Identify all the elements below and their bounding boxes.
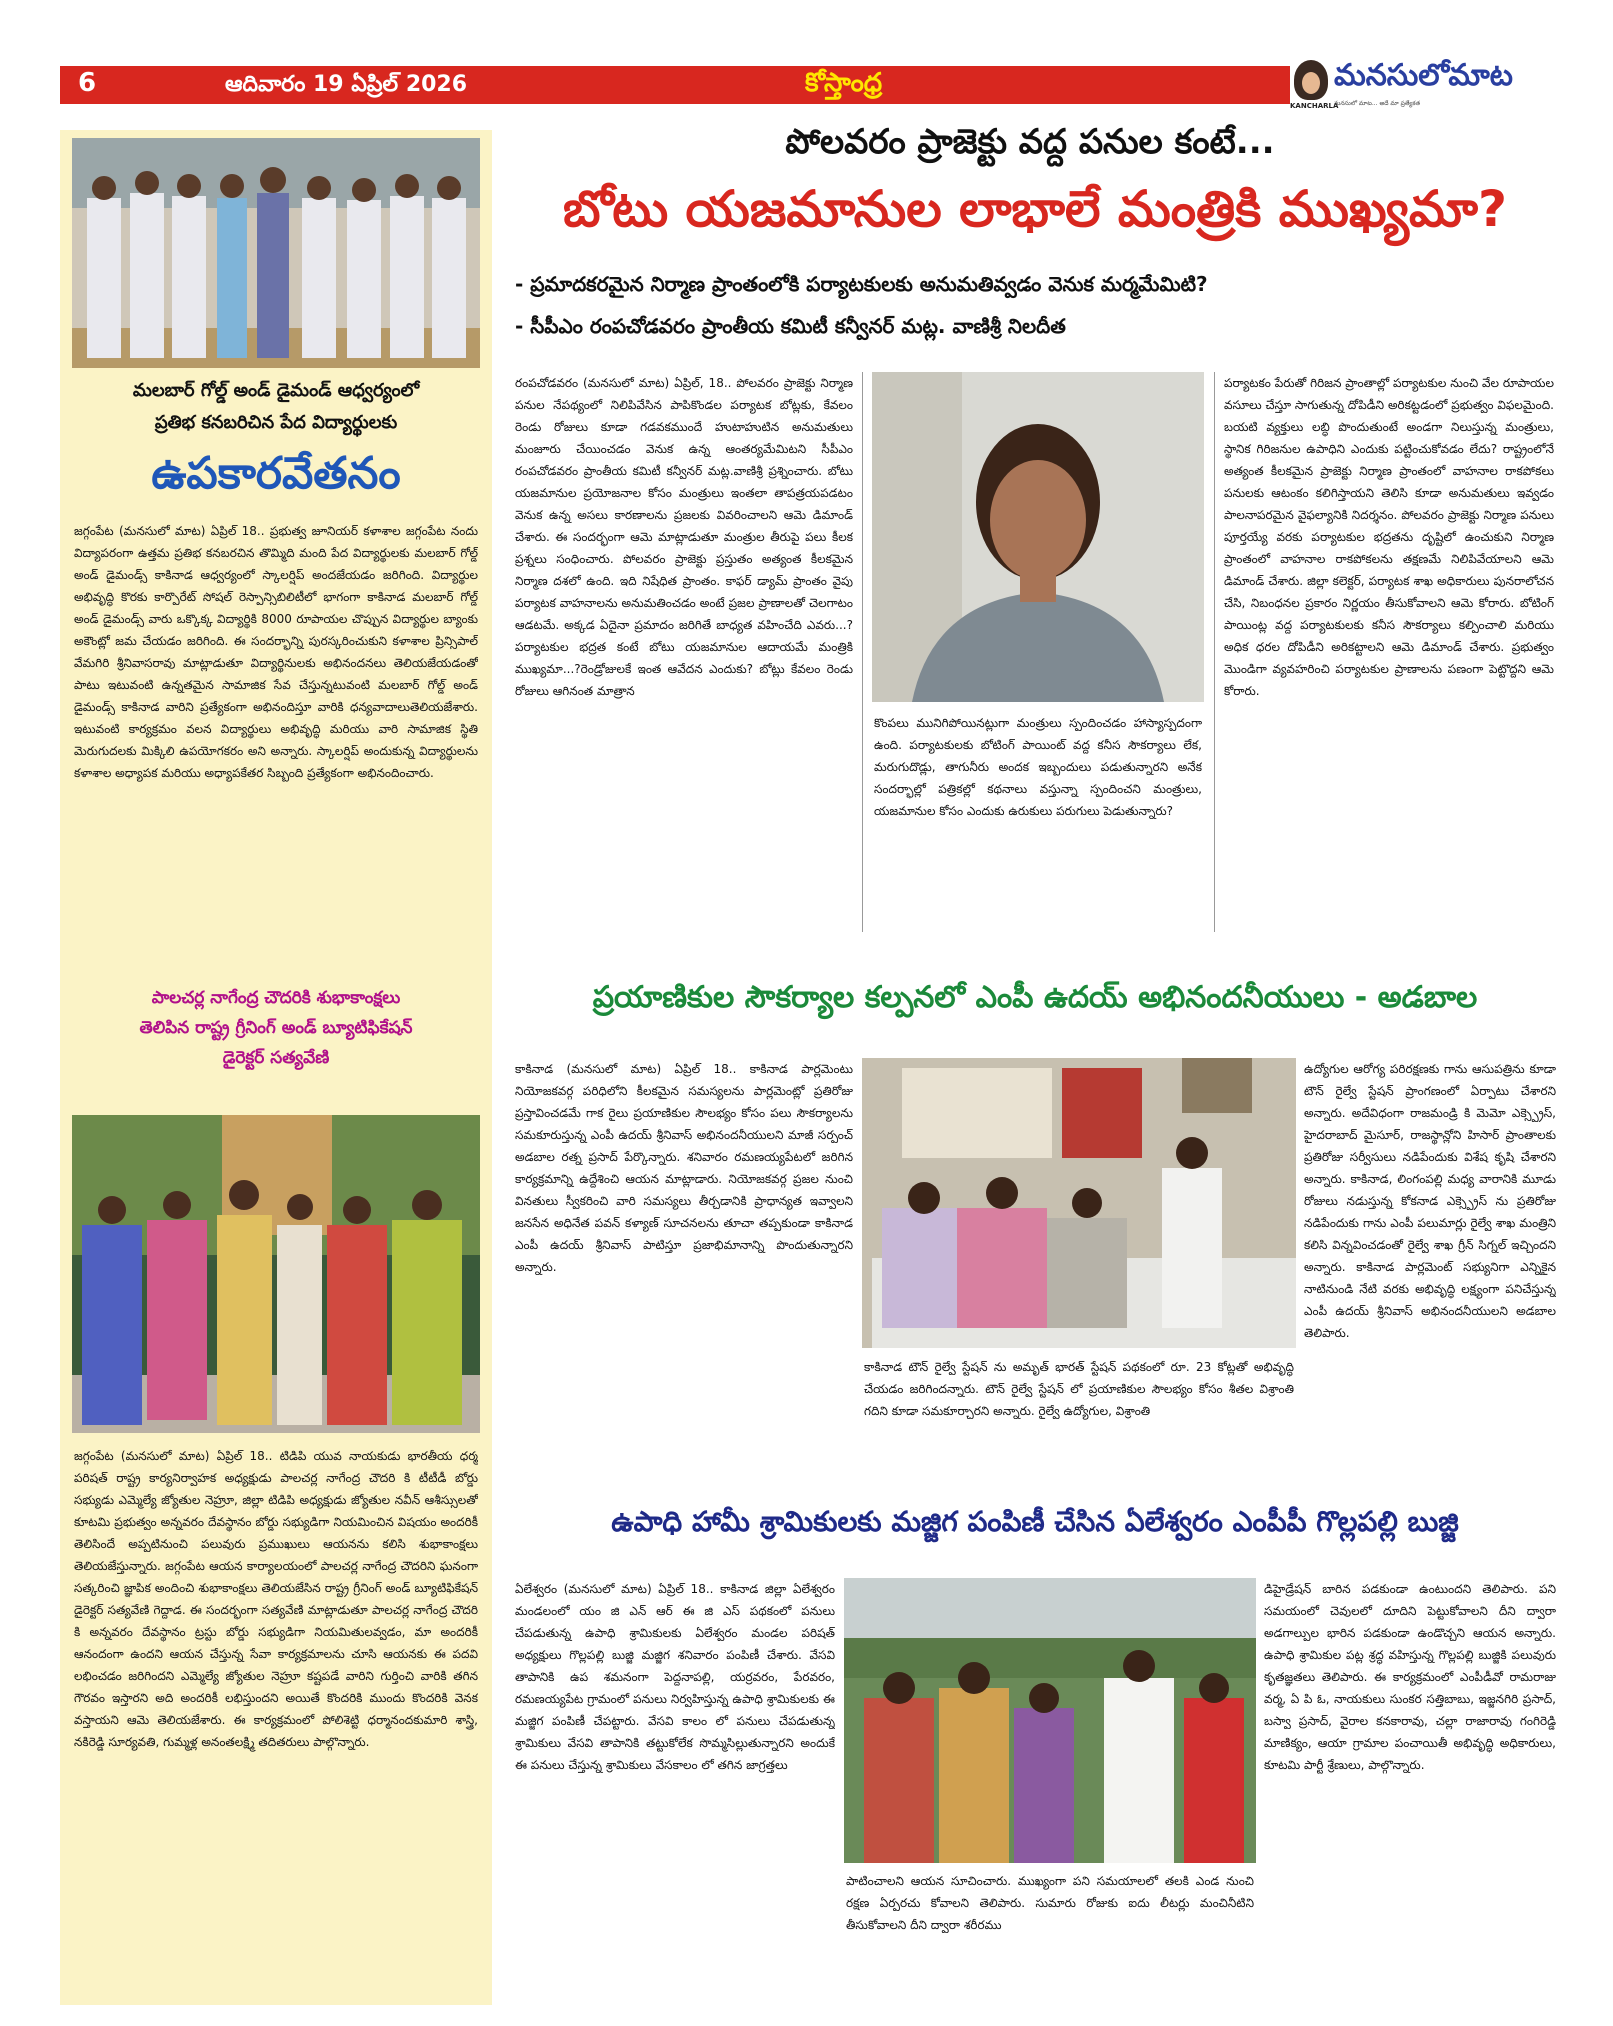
story3-headline: ప్రయాణికుల సౌకర్యాల కల్పనలో ఎంపీ ఉదయ్ అభినందనీయులు - అడబాల (592, 980, 1478, 1015)
story3-col3: ఉద్యోగుల ఆరోగ్య పరిరక్షణకు గాను ఆసుపత్రిను కూడా టౌన్ రైల్వే స్టేషన్ ప్రాంగణంలో ఏర్పాటు చేశారని అన్నారు. అదేవిధంగా రాజమండ్రి కి మెమో ఎక్స్ప్రెస్, హైదరాబాద్ మైసూర్, రాజస్థాన్లోని హిసార్ ప్రాంతాలకు ప్రతిరోజు సర్వీసులు నడిపేందుకు విశేష కృషి చేశారని అన్నారు. కాకినాడ, లింగంపల్లి మధ్య వారానికి మూడు రోజులు నడుస్తున్న కోకనాడ ఎక్స్ప్రెస్ ను ప్రతిరోజు నడిపేందుకు గాను ఎంపీ పలుమార్లు రైల్వే శాఖ మంత్రిని కలిసి విన్నవించడంతో రైల్వే శాఖ గ్రీన్ సిగ్నల్ ఇచ్చిందని అన్నారు. కాకినాడ పార్లమెంట్ సభ్యునిగా ఎన్నికైన నాటినుండి నేటి వరకు అభివృద్ధి లక్ష్యంగా పనిచేస్తున్న ఎంపీ ఉదయ్ శ్రీనివాస్ అభినందనీయులని అడబాల తెలిపారు. (1304, 1062, 1556, 1340)
main-kicker: పోలవరం ప్రాజెక్టు వద్ద పనుల కంటే... (785, 122, 1275, 162)
masthead-title: మనసులోమాట (1334, 58, 1513, 93)
story1-big-headline: ఉపకారవేతనం (151, 448, 401, 499)
story2-headline-2: తెలిపిన రాష్ట్ర గ్రీనింగ్ అండ్ బ్యూటిఫికేషన్ (139, 1018, 413, 1038)
main-story-col3: పర్యాటకం పేరుతో గిరిజన ప్రాంతాల్లో పర్యాటకుల నుంచి వేల రూపాయల వసూలు చేస్తూ సాగుతున్న దోపిడీని అరికట్టడంలో ప్రభుత్వం విఫలమైంది. బయటి వ్యక్తులు లబ్ధి పొందుతుంటే అండగా నిలుస్తున్న మంత్రులు, స్థానిక గిరిజనుల ఉపాధిని ఎందుకు పట్టించుకోవడం లేదు? రాష్ట్రంలోనే అత్యంత కీలకమైన ప్రాజెక్టు నిర్మాణ ప్రాంతంలో వాహనాల రాకపోకలు పనులకు ఆటంకం కలిగిస్తాయని తెలిసి కూడా అనుమతులు ఇవ్వడం పాలనాపరమైన వైఫల్యానికి నిదర్శనం. పోలవరం ప్రాజెక్టు నిర్మాణ పనులు పూర్తయ్యే వరకు పర్యాటకుల భద్రతను దృష్టిలో ఉంచుకుని నిర్మాణ ప్రాంతంలో వాహనాల రాకపోకలను తక్షణమే నిలిపివేయాలని ఆమె డిమాండ్ చేశారు. జిల్లా కలెక్టర్, పర్యాటక శాఖ అధికారులు పునరాలోచన చేసి, నిబంధనల ప్రకారం నిర్ణయం తీసుకోవాలని ఆమె కోరారు. బోటింగ్ పాయింట్ల వద్ద పర్యాటకులకు కనీస సౌకర్యాలు కల్పించాలి మరియు అధిక ధరల దోపిడీని అరికట్టాలని ఆమె డిమాండ్ చేశారు. ప్రభుత్వం మొండిగా వ్యవహరించి పర్యాటకుల ప్రాణాలను పణంగా పెట్టొద్దని ఆమె కోరారు. (1224, 376, 1554, 698)
story2-headline-3: డైరెక్టర్ సత్యవేణి (222, 1048, 330, 1068)
story1-headline-1: మలబార్ గోల్డ్ అండ్ డైమండ్ ఆధ్వర్యంలో (132, 380, 420, 401)
story2-headline-1: పాలచర్ల నాగేంద్ర చౌదరికి శుభాకాంక్షలు (151, 988, 401, 1008)
story4-headline: ఉపాధి హామీ శ్రామికులకు మజ్జిగ పంపిణీ చేసిన ఏలేశ్వరం ఎంపీపీ గొల్లపల్లి బుజ్జి (611, 1505, 1459, 1538)
main-story-col1: రంపచోడవరం (మనసులో మాట) ఏప్రిల్, 18.. పోలవరం ప్రాజెక్టు నిర్మాణ పనుల నేపథ్యంలో నిలిపివేసిన పాపికొండల పర్యాటక బోట్లకు, కేవలం రెండు రోజులు కూడా గడవకముందే హుటాహుటిన అనుమతులు మంజూరు చేయించడం వెనుక ఉన్న ఆంతర్యమేమిటని సీపీఎం రంపచోడవరం ప్రాంతీయ కమిటీ కన్వీనర్ మట్ల.వాణిశ్రీ ప్రశ్నించారు. బోటు యజమానుల ప్రయోజనాల కోసం మంత్రులు ఇంతలా తాపత్రయపడటం వెనుక ఉన్న అసలు కారణాలను ప్రజలకు వివరించాలని ఆమె డిమాండ్ చేశారు. ఈ సందర్భంగా ఆమె మాట్లాడుతూ మంత్రుల తీరుపై పలు కీలక ప్రశ్నలు సంధించారు. పోలవరం ప్రాజెక్టు ప్రస్తుతం అత్యంత కీలకమైన నిర్మాణ దశలో ఉంది. ఇది నిషేధిత ప్రాంతం. కాఫర్ డ్యామ్ ప్రాంతం వైపు పర్యాటక వాహనాలను అనుమతించడం అంటే ప్రజల ప్రాణాలతో చెలగాటం ఆడటమే. అక్కడ ఏదైనా ప్రమాదం జరిగితే బాధ్యత వహించేది ఎవరు...? పర్యాటకుల భద్రత కంటే బోటు యజమానుల ఆదాయమే మంత్రికి ముఖ్యమా...?రెండ్రోజులకే ఇంత ఆవేదన ఎందుకు? బోట్లు కేవలం రెండు రోజులు ఆగినంత మాత్రాన (515, 376, 853, 698)
story2-body: జగ్గంపేట (మనసులో మాట) ఏప్రిల్ 18.. టిడిపి యువ నాయకుడు భారతీయ ధర్మ పరిషత్ రాష్ట్ర కార్యనిర్వాహక అధ్యక్షుడు పాలచర్ల నాగేంద్ర చౌదరి కి టీటీడీ బోర్డు సభ్యుడు ఎమ్మెల్యే జ్యోతుల నెహ్రూ, జిల్లా టిడిపి అధ్యక్షుడు జ్యోతుల నవీన్ ఆశీస్సులతో కూటమి ప్రభుత్వం అన్నవరం దేవస్థానం బోర్డు సభ్యుడిగా నియమించిన విషయం అందరికీ తెలిసిందే అప్పటినుంచి పలువురు ప్రముఖులు ఆయనను కలిసి శుభాకాంక్షలు తెలియజేస్తున్నారు. జగ్గంపేట ఆయన కార్యాలయంలో పాలచర్ల నాగేంద్ర చౌదరిని ఘనంగా సత్కరించి జ్ఞాపిక అందించి శుభాకాంక్షలు తెలియజేసిన రాష్ట్ర గ్రీనింగ్ అండ్ బ్యూటిఫికేషన్ డైరెక్టర్ సత్యవేణి గెద్దాడ. ఈ సందర్భంగా సత్యవేణి మాట్లాడుతూ పాలచర్ల నాగేంద్ర చౌదరి కి అన్నవరం దేవస్థానం ట్రస్టు బోర్డు సభ్యుడిగా నియమితులవ్వడం, మా అందరికీ ఆనందంగా ఉందని ఆయన చేస్తున్న సేవా కార్యక్రమాలను చూసి ఆయనకు ఈ పదవి లభించడం జరిగిందని ఎమ్మెల్యే జ్యోతుల నెహ్రూ కష్టపడే వారిని గుర్తించి వారికి తగిన గౌరవం ఇస్తారని అది అందరికీ లభిస్తుందని అయితే కొందరికి ముందు కొందరికి వెనక వస్తాయని ఆమె తెలియజేశారు. ఈ కార్యక్రమంలో పోలిశెట్టి ధర్మానందకుమారి శాస్త్రి, నకిరెడ్డి సూర్యవతి, గుమ్మళ్ల అనంతలక్ష్మి తదితరులు పాల్గొన్నారు. (74, 1449, 478, 1749)
adabala-photo-illustration (862, 1058, 1296, 1348)
main-headline: బోటు యజమానుల లాభాలే మంత్రికి ముఖ్యమా? (563, 180, 1507, 238)
story1-body: జగ్గంపేట (మనసులో మాట) ఏప్రిల్ 18.. ప్రభుత్వ జూనియర్ కళాశాల జగ్గంపేట నందు విద్యాపరంగా ఉత్తమ ప్రతిభ కనబరచిన తొమ్మిది మంది పేద విద్యార్థులకు మలబార్ గోల్డ్ అండ్ డైమండ్స్ కాకినాడ ఆధ్వర్యంలో స్కాలర్షిప్ అందజేయడం జరిగింది. విద్యార్థుల అభివృద్ధి కొరకు కార్పొరేట్ సోషల్ రెస్పాన్సిబిలిటీలో భాగంగా కాకినాడ మలబార్ గోల్డ్ అండ్ డైమండ్స్ వారు ఒక్కొక్క విద్యార్థికి 8000 రూపాయల చొప్పున విద్యార్థుల బ్యాంకు అకౌంట్లో జమ చేయడం జరిగింది. ఈ సందర్భాన్ని పురస్కరించుకుని కళాశాల ప్రిన్సిపాల్ వేమగిరి శ్రీనివాసరావు మాట్లాడుతూ విద్యార్థినులకు అభినందనలు తెలియజేయడంతో పాటు ఇటువంటి ఉన్నతమైన సామాజిక సేవ చేస్తున్నటువంటి మలబార్ గోల్డ్ అండ్ డైమండ్స్ కాకినాడ వారిని ప్రత్యేకంగా అభినందిస్తూ వారికి ధన్యవాదాలుతెలియజేశారు. ఇటువంటి కార్యక్రమం వలన విద్యార్థులు అభివృద్ధి మరియు వారి సామాజిక స్థితి మెరుగుదలకు మిక్కిలి ఉపయోగకరం అని అన్నారు. స్కాలర్షిప్ అందుకున్న విద్యార్థులను కళాశాల అధ్యాపక మరియు అధ్యాపకేతర సిబ్బంది ప్రత్యేకంగా అభినందించారు. (74, 524, 478, 780)
masthead-tagline: మనసులో మాట... అదే మా ప్రత్యేకత (1334, 100, 1421, 107)
issue-date: ఆదివారం 19 ఏప్రిల్ 2026 (225, 72, 468, 97)
header-bar (60, 66, 1305, 104)
vanisri-portrait-illustration (872, 372, 1204, 702)
story1-headline-2: ప్రతిభ కనబరిచిన పేద విద్యార్థులకు (154, 412, 398, 433)
story3-col1: కాకినాడ (మనసులో మాట) ఏప్రిల్ 18.. కాకినాడ పార్లమెంటు నియోజకవర్గ పరిధిలోని కీలకమైన సమస్యలను పార్లమెంట్లో ప్రతిరోజు ప్రస్తావించడమే గాక రైలు ప్రయాణికుల సౌలభ్యం కోసం పలు సౌకర్యాలను సమకూరుస్తున్న ఎంపీ ఉదయ్ శ్రీనివాస్ అభినందనీయులని మాజీ సర్పంచ్ అడబాల రత్న ప్రసాద్ పేర్కొన్నారు. శనివారం రమణయ్యపేటలో జరిగిన కార్యక్రమాన్ని ఉద్దేశించి ఆయన మాట్లాడారు. నియోజకవర్గ ప్రజల నుంచి వినతులు స్వీకరించి వారి సమస్యలు తీర్చడానికి ప్రాధాన్యత ఇవ్వాలని జనసేన అధినేత పవన్ కళ్యాణ్ సూచనలను తూచా తప్పకుండా కాకినాడ ఎంపీ ఉదయ్ శ్రీనివాస్ పాటిస్తూ ప్రజాభిమానాన్ని పొందుతున్నారని అన్నారు. (515, 1062, 853, 1274)
felicitation-photo-illustration (72, 1115, 480, 1433)
buttermilk-photo-illustration (844, 1578, 1256, 1863)
founder-portrait-icon (1294, 60, 1328, 100)
story4-col1: ఏలేశ్వరం (మనసులో మాట) ఏప్రిల్ 18.. కాకినాడ జిల్లా ఏలేశ్వరం మండలంలో యం జి ఎన్ ఆర్ ఈ జి ఎస్ పథకంలో పనులు చేపడుతున్న ఉపాధి శ్రామికులకు ఏలేశ్వరం మండల పరిషత్ అధ్యక్షులు గొల్లపల్లి బుజ్జి మజ్జిగ శనివారం పంపిణీ చేశారు. వేసవి తాపానికి ఉప శమనంగా పెద్దనాపల్లి, యర్రవరం, పేరవరం, రమణయ్యపేట గ్రామంలో పనులు నిర్వహిస్తున్న ఉపాధి శ్రామికులకు ఈ మజ్జిగ పంపిణీ చేపట్టారు. వేసవి కాలం లో పనులు చేపడుతున్న శ్రామికులు వేసవి తాపానికి తట్టుకోలేక సొమ్మసిల్లుతున్నారని అందుకే ఈ పనులు చేస్తున్న శ్రామికులు వేసకాలం లో తగిన జాగ్రత్తలు (515, 1582, 835, 1772)
masthead (1290, 58, 1562, 112)
column-rule (1214, 372, 1215, 932)
masthead-name: KANCHARLA (1290, 102, 1339, 110)
felicitation-photo (72, 1115, 480, 1433)
section-name: కోస్తాంధ్ర (805, 68, 883, 98)
students-photo-illustration (72, 138, 480, 368)
main-subhead-1: - ప్రమాదకరమైన నిర్మాణ ప్రాంతంలోకి పర్యాటకులకు అనుమతివ్వడం వెనుక మర్మమేమిటి? (515, 272, 1208, 296)
left-column (60, 130, 492, 2005)
main-story-col2-bottom: కొంపలు మునిగిపోయినట్లుగా మంత్రులు స్పందించడం హాస్యాస్పదంగా ఉంది. పర్యాటకులకు బోటింగ్ పాయింట్ వద్ద కనీస సౌకర్యాలు లేక, మరుగుదొడ్లు, తాగునీరు అందక ఇబ్బందులు పడుతున్నారని అనేక సందర్భాల్లో పత్రికల్లో కథనాలు వస్తున్నా స్పందించని మంత్రులు, యజమానుల కోసం ఎందుకు ఉరుకులు పరుగులు పెడుతున్నారు? (874, 716, 1202, 818)
story3-col2-bottom: కాకినాడ టౌన్ రైల్వే స్టేషన్ ను అమృత్ భారత్ స్టేషన్ పథకంలో రూ. 23 కోట్లతో అభివృద్ధి చేయడం జరిగిందన్నారు. టౌన్ రైల్వే స్టేషన్ లో ప్రయాణికుల సౌలభ్యం కోసం శీతల విశ్రాంతి గదిని కూడా సమకూర్చారని అన్నారు. రైల్వే ఉద్యోగుల, విశ్రాంతి (864, 1360, 1294, 1418)
story4-col3: డిహైడ్రేషన్ బారిన పడకుండా ఉంటుందని తెలిపారు. పని సమయంలో చెవులలో దూదిని పెట్టుకోవాలని దీని ద్వారా అడగాల్పుల భారిన పడకుండా ఉండొచ్చని ఆయన అన్నారు. ఉపాధి శ్రామికుల పట్ల శ్రద్ధ వహిస్తున్న గొల్లపల్లి బుజ్జికి పలువురు కృతజ్ఞతలు తెలిపారు. ఈ కార్యక్రమంలో ఎంపీడీవో రామరాజు వర్మ, ఏ పి ఓ, నాయకులు సుంకర సత్తిబాబు, ఇజ్జనగిరి ప్రసాద్, బస్వా ప్రసాద్, వైరాల కనకారావు, చల్లా రాజారావు గంగిరెడ్డి మాణిక్యం, ఆయా గ్రామాల పంచాయితీ అభివృద్ధి అధికారులు, కూటమి పార్టీ శ్రేణులు, పాల్గొన్నారు. (1264, 1582, 1556, 1772)
vanisri-portrait (872, 372, 1204, 702)
page-number: 6 (78, 68, 97, 98)
students-photo (72, 138, 480, 368)
main-subhead-2: - సీపీఎం రంపచోడవరం ప్రాంతీయ కమిటీ కన్వీనర్ మట్ల. వాణిశ్రీ నిలదీత (515, 314, 1066, 338)
column-rule (862, 372, 863, 932)
story4-col2-bottom: పాటించాలని ఆయన సూచించారు. ముఖ్యంగా పని సమయాలలో తలకి ఎండ నుంచి రక్షణ ఏర్పరచు కోవాలని తెలిపారు. సుమారు రోజుకు ఐదు లీటర్లు మంచినీటిని తీసుకోవాలని దీని ద్వారా శరీరము (846, 1874, 1254, 1932)
buttermilk-distribution-photo (844, 1578, 1256, 1863)
adabala-photo (862, 1058, 1296, 1348)
